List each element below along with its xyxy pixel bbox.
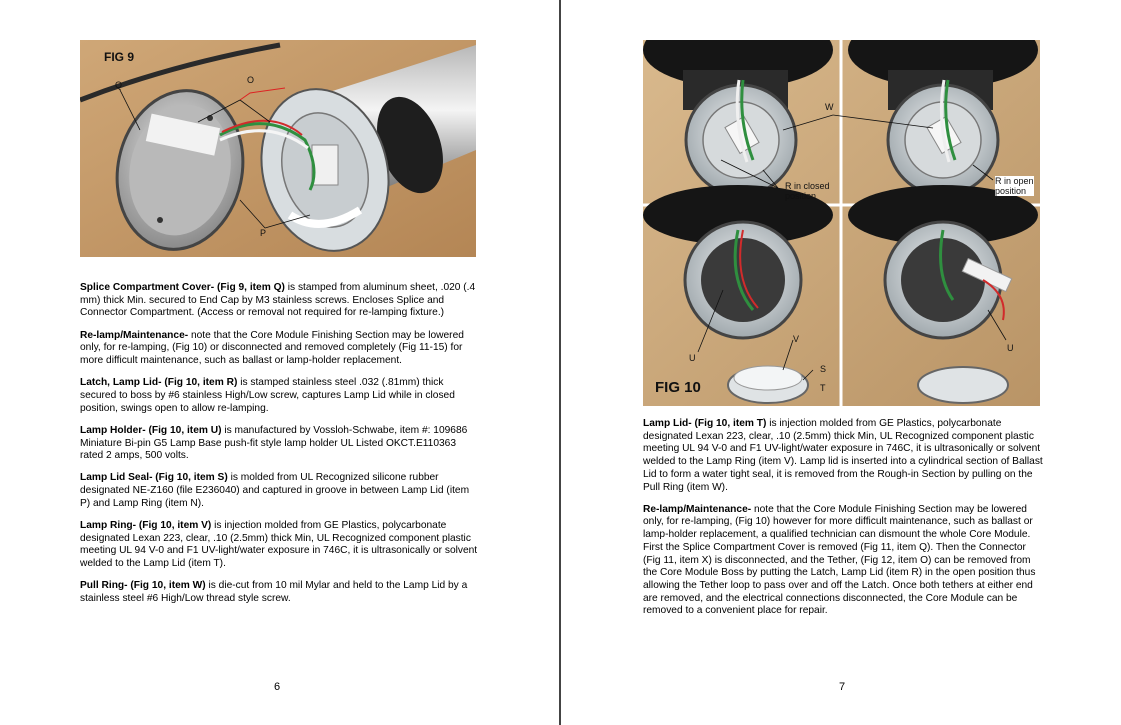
callout-w: W — [825, 102, 834, 112]
paragraph-splice-compartment-cover — [80, 282, 482, 320]
paragraph-heading: Latch, Lamp Lid- (Fig 10, item R) — [80, 377, 238, 389]
paragraph-body: is stamped from aluminum sheet, .020 (.4 mm) thick Min. secured to End Cap by M3 stainless screws. Encloses Splice and Connector Compartment. (Access or removal not required for re-lamping fixture.) — [80, 282, 476, 319]
paragraph-body: is injection molded from GE Plastics, polycarbonate designated Lexan 223, clear, .10 (2.5mm) thick Min, UL Recognized component plastic meeting UL 94 V-0 and F1 UV-light/water exposure in 746C, it is ultrasonically or solvent welded to the Lamp Lid (item T). — [80, 520, 478, 570]
fig-9-label: FIG 9 — [104, 50, 135, 64]
paragraph-pull-ring — [80, 580, 482, 605]
paragraph-lamp-lid-seal — [80, 472, 482, 510]
callout-r-closed — [785, 181, 830, 201]
paragraph-latch-lamp-lid — [80, 377, 482, 415]
paragraph-body: is stamped stainless steel .032 (.81mm) thick secured to boss by #6 stainless High/Low screw, captures Lamp Lid while in closed position, swings open to allow re-lamping. — [80, 377, 455, 414]
callout-r-closed-line-1: R in closed — [785, 181, 830, 191]
callout-o: O — [247, 75, 255, 85]
callout-t: T — [820, 383, 826, 393]
callout-u-right: U — [1007, 343, 1014, 353]
fig-10-photo — [643, 40, 1040, 406]
paragraph-body: is injection molded from GE Plastics, polycarbonate designated Lexan 223, clear, .10 (2.5mm) thick Min, UL Recognized component plastic meeting UL 94 V-0 and F1 UV-light/water exposure in 746C, it is ultrasonically or solvent welded to the Lamp Ring (item V). Lamp lid is inserted into a cylindrical section of Ballast Lid to form a water tight seal, it is removed from the Rough-in Section by pulling on the Pull Ring (item W). — [643, 418, 1043, 493]
right-page — [562, 0, 1121, 725]
paragraph-heading: Lamp Lid Seal- (Fig 10, item S) — [80, 472, 228, 484]
left-page — [0, 0, 559, 725]
paragraph-body: is manufactured by Vossloh-Schwabe, item #: 109686 Miniature Bi-pin G5 Lamp Base push-fit style lamp holder UL Listed OKCT.E110363 rated 2 amps, 500 volts. — [80, 424, 468, 462]
callout-r-open-line-2: position — [995, 186, 1027, 196]
paragraph-heading: Lamp Holder- (Fig 10, item U) — [80, 424, 222, 436]
fig-9-photo — [80, 40, 476, 257]
callout-q: Q — [115, 80, 123, 90]
page-number: 6 — [274, 681, 281, 693]
paragraph-heading: Re-lamp/Maintenance- — [80, 329, 189, 341]
page-divider — [559, 0, 561, 725]
callout-r-open-line-1: R in open — [995, 176, 1034, 186]
paragraph-relamp-maintenance — [643, 504, 1045, 618]
paragraph-body: is molded from UL Recognized silicone rubber designated NE-Z160 (file E236040) and captured in groove in between Lamp Lid (item P) and Lamp Ring (item N). — [80, 472, 470, 509]
callout-u-left: U — [689, 353, 696, 363]
paragraph-lamp-ring — [80, 520, 482, 571]
paragraph-lamp-holder — [80, 425, 482, 463]
paragraph-heading: Lamp Ring- (Fig 10, item V) — [80, 520, 212, 532]
paragraph-body: note that the Core Module Finishing Section may be lowered only, for re-lamping, (Fig 10) or disconnected and removed completely (Fig 11-15) for more difficult maintenance, such as ballast or lamp-holder replacement. — [80, 329, 464, 367]
page-number: 7 — [839, 681, 846, 693]
paragraph-relamp-maintenance — [80, 330, 482, 368]
paragraph-heading: Lamp Lid- (Fig 10, item T) — [643, 418, 767, 429]
callout-s: S — [820, 364, 827, 374]
left-text-body — [80, 282, 482, 615]
callout-v: V — [793, 334, 800, 344]
paragraph-lamp-lid — [643, 418, 1045, 494]
paragraph-body: is die-cut from 10 mil Mylar and held to the Lamp Lid by a stainless steel #6 High/Low thread style screw. — [80, 580, 468, 605]
callout-r-closed-line-2: position — [785, 191, 817, 201]
fig-10-label: FIG 10 — [655, 379, 701, 396]
paragraph-heading: Pull Ring- (Fig 10, item W) — [80, 580, 206, 592]
callout-r-open — [995, 176, 1034, 196]
paragraph-heading: Re-lamp/Maintenance- — [643, 503, 752, 515]
paragraph-body: note that the Core Module Finishing Section may be lowered only, for re-lamping, (Fig 10) however for more difficult maintenance, such as ballast or lamp-holder replacement, a qualified technician can dismount the whole Core Module. First the Splice Compartment Cover is removed (Fig 11, item Q). Then the Connector (Fig 11, item X) is disconnected, and the Tether, (Fig 12, item O) can be removed from the Core Module Boss by putting the Latch, Lamp Lid (item R) in the open position thus allowing the Tether loop to pass over and off the Latch. Once both tethers at either end are removed, and the electrical connections disconnected, the Core Module can be removed to a convenient place for repair. — [643, 503, 1036, 617]
callout-p: P — [260, 228, 267, 238]
paragraph-heading: Splice Compartment Cover- (Fig 9, item Q) — [80, 282, 285, 293]
right-text-body — [643, 418, 1045, 628]
